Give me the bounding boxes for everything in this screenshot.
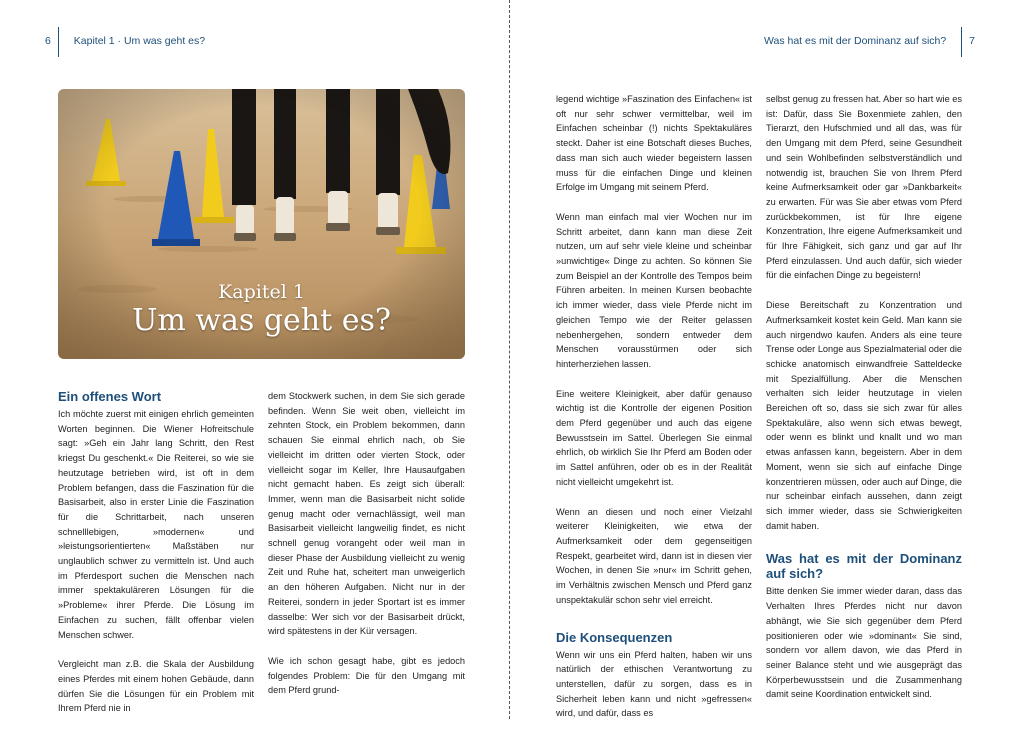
left-header-title: Kapitel 1 · Um was geht es? [73,35,206,47]
right-column-1 [556,92,752,736]
chapter-title: Um was geht es? [132,303,391,338]
paragraph: Eine weitere Kleinigkeit, aber dafür genauso wichtig ist die Kontrolle der eigenen Position dem Pferd gegenüber und auch das eigene Bewusstsein im Sattel. Überlegen Sie einmal ehrlich, ob wirklich Sie Ihr Pferd am Boden oder im Sattel anführen, oder ob es in der Realität nicht vielleicht umgekehrt ist. [556,388,752,487]
chapter-kicker: Kapitel 1 [218,281,305,303]
left-page-number: 6 [45,35,51,47]
chapter-photo [58,89,465,359]
section-heading-dominance: Was hat es mit der Dominanz auf sich? [766,551,962,582]
paragraph: dem Stockwerk suchen, in dem Sie sich gerade befinden. Wenn Sie weit oben, vielleicht im zehnten Stock, ein Problem bekommen, dann schauen Sie einmal ehrlich nach, ob Sie vielleicht im dritten oder vierten Stock, oder vielleicht sogar im Keller, Ihre Hausaufgaben nicht gemacht haben. Es zeigt sich überall: Immer, wenn man die Basisarbeit nicht solide genug macht oder vernachlässigt, weil man Basisarbeit vielleicht langweilig findet, es nicht schnell genug vorangeht oder weil man in dieser Phase der Ausbildung vielleicht zu wenig Zeit und Ruhe hat, scheitert man unweigerlich an den höheren Aufgaben. Nicht nur in der Reiterei, sondern in jeder Sportart ist es immer dasselbe: Wer sich vor der Basisarbeit drückt, wird spätestens in der Kür versagen. [268,391,465,637]
paragraph: Wenn wir uns ein Pferd halten, haben wir uns natürlich der ethischen Verantwortung zu unterstellen, dafür zu sorgen, dass es in Sicherheit leben kann und nicht »gefressen« wird, und dafür, dass es [556,649,752,719]
right-header-title: Was hat es mit der Dominanz auf sich? [763,35,947,47]
paragraph: legend wichtige »Faszination des Einfachen« ist oft nur sehr schwer vermittelbar, weil im Einfachen scheinbar (!) nichts Spektakuläres steckt. Daher ist eine Botschaft dieses Buches, dass man sich auch wieder begeistern lassen muss für die einfachen Dinge und kleinen Erfolge im Umgang mit seinem Pferd. [556,94,752,193]
right-page-number: 7 [969,35,975,47]
section-heading-consequences: Die Konsequenzen [556,629,673,645]
left-column-1 [58,389,254,731]
paragraph: Bitte denken Sie immer wieder daran, dass das Verhalten Ihres Pferdes nicht nur davon abhängt, wie Sie sich gegenüber dem Pferd positionieren oder wie »dominant« Sie sind, sondern vor allem davon, wie das Pferd in seiner Balance steht und wie ausgeprägt das Körperbewusstsein und die Zusammenhang damit seine Koordination entwickelt sind. [766,586,962,700]
left-column-2 [268,389,465,713]
right-column-2 [766,92,962,717]
paragraph: Wenn man einfach mal vier Wochen nur im Schritt arbeitet, dann kann man diese Zeit nutzen, um auf sehr viele kleine und scheinbar »unwichtige« Dinge zu achten. So können Sie zum Beispiel an der Kontrolle des Tempos beim Führen arbeiten. In meinen Kursen beobachte ich immer wieder, dass viele Pferde nicht im gleichen Tempo wie der Reiter gelassen nebenhergehen, sondern entweder dem Menschen vorausstürmen oder sich hinterherziehen lassen. [556,211,752,369]
right-running-header [764,35,975,47]
paragraph: Ich möchte zuerst mit einigen ehrlich gemeinten Worten beginnen. Die Wiener Hofreitschule sagt: »Geh ein Jahr lang Schritt, den Rest kriegst Du geschenkt.« Die Reiterei, so wie sie heutzutage betrieben wird, ist oft in dem Problem befangen, dass die Faszination für die Basisarbeit, also in erster Linie die Faszination für die Schrittarbeit, nach unseren schnelllebigen, »modernen« und »leistungsorientierten« Maßstäben nur unglaublich schwer zu vermitteln ist. Und auch im Pferdesport suchen die Menschen nach immer spektakuläreren Lösungen für die »Probleme« ihrer Pferde. Die Lösung im Einfachen zu suchen, fällt offenbar vielen Menschen schwer. [58,409,254,640]
paragraph: Diese Bereitschaft zu Konzentration und Aufmerksamkeit kostet kein Geld. Man kann sie auch nirgendwo kaufen. Anders als eine teure Trense oder Longe aus Spezialmaterial oder die schicke anatomisch einwandfreie Satteldecke mit Spezialfüllung. Aber die Menschen verhalten sich leider heutzutage in vielen Bereichen oft so, dass sie sich zwar für alles Spektakuläre, also wenn sich etwas bewegt, oder wenn es blinkt und knallt und wo man etwas anfassen kann, begeistern. Aber in dem Moment, wenn sie sich auf einfache Dinge konzentrieren müssen, oder auch auf Dinge, die nur scheinbar einfach aussehen, dann zeigt sich immer wieder, dass sie Schwierigkeiten damit haben. [766,300,962,531]
header-rule [961,27,962,57]
paragraph: Wie ich schon gesagt habe, gibt es jedoch folgendes Problem: Die für den Umgang mit dem Pferd grund- [268,655,465,696]
header-rule [58,27,59,57]
paragraph: selbst genug zu fressen hat. Aber so hart wie es ist: Dafür, dass Sie Boxenmiete zahlen, den Tierarzt, den Hufschmied und all das, was für den Umgang mit dem Pferd, seine Gesundheit und sein Wohlbefinden selbstverständlich und notwendig ist, brauchen Sie von Ihrem Pferd keine Aufmerksamkeit oder gar »Dankbarkeit« zu erwarten. Für was Sie aber etwas vom Pferd zurückbekommen, ist für Ihre eigene Konzentration, Ihre eigene Aufmerksamkeit und für Ihre Fähigkeit, sich ganz und gar auf Ihr Pferd einzulassen. Und auch dafür, sich wieder für die einfachen Dinge zu begeistern! [766,94,962,281]
paragraph: Vergleicht man z.B. die Skala der Ausbildung eines Pferdes mit einem hohen Gebäude, dann dürfen Sie die Lösungen für ein Problem mit Ihrem Pferd nie in [58,659,254,714]
page-spine-divider [509,0,510,719]
paragraph: Wenn an diesen und noch einer Vielzahl weiterer Kleinigkeiten, wie etwa der Aufmerksamkeit oder dem gegenseitigen Respekt, gearbeitet wird, dann ist in diesen vier Wochen, in denen Sie »nur« im Schritt gehen, im Verhältnis zwischen Mensch und Pferd ganz unspektakulär schon sehr viel erreicht. [556,506,752,605]
left-running-header [45,35,205,47]
section-heading-open-word: Ein offenes Wort [58,389,162,404]
